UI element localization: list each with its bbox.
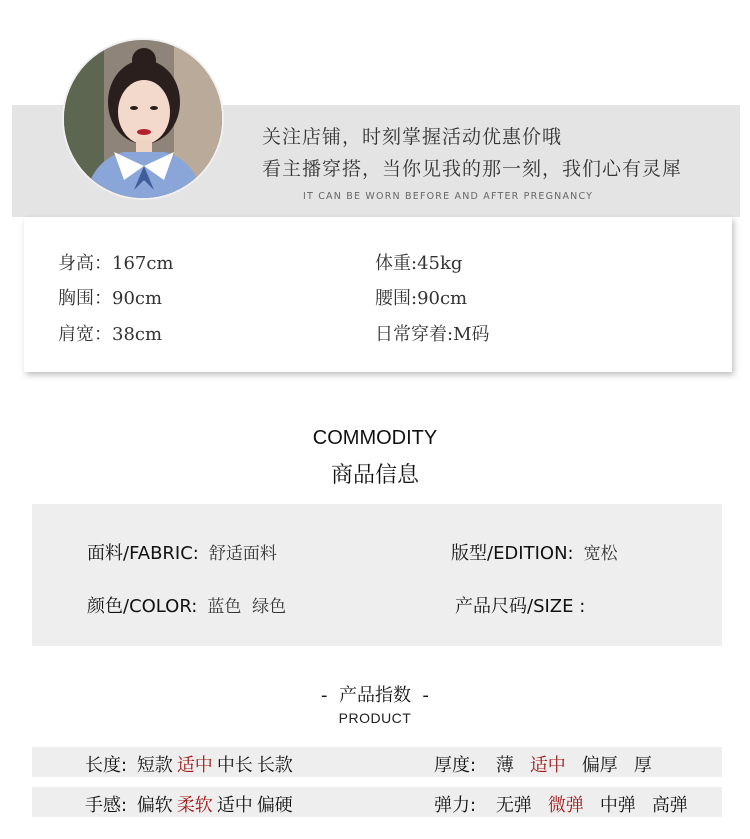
feel-label: 手感: [85,795,128,816]
index-option-selected: 微弹 [547,795,584,816]
model-daily-size: 日常穿着:M码 [375,324,490,345]
anchor-outfit-tagline: 看主播穿搭，当你见我的那一刻，我们心有灵犀 [262,158,683,180]
commodity-heading-en: COMMODITY [312,427,438,449]
product-info-panel [32,504,722,646]
index-option: 无弹 [495,795,532,816]
elasticity-options [482,795,688,816]
shop-follow-tagline: 关注店铺，时刻掌握活动优惠价哦 [262,126,563,148]
edition-value: 宽松 [583,544,618,564]
edition-info [451,539,618,565]
index-option: 长款 [256,755,293,776]
index-option-selected: 适中 [176,755,213,776]
index-option: 短款 [136,755,173,776]
length-index [85,751,293,777]
index-option-selected: 柔软 [176,795,213,816]
fabric-label: 面料/FABRIC: [87,543,199,564]
model-height: 身高：167cm [58,253,174,274]
elasticity-index [434,791,688,817]
feel-index [85,791,293,817]
index-row-feel-elasticity [32,787,722,817]
index-option: 偏厚 [581,755,618,776]
elasticity-label: 弹力: [434,795,477,816]
thickness-index [434,751,652,777]
index-option: 厚 [633,755,652,776]
index-option: 中长 [216,755,253,776]
index-option: 偏硬 [256,795,293,816]
length-options [133,755,293,776]
product-index-subtitle: PRODUCT [338,710,412,726]
index-option: 薄 [495,755,514,776]
color-label: 颜色/COLOR: [87,596,198,617]
thickness-options [482,755,652,776]
commodity-heading-cn: 商品信息 [330,463,419,488]
edition-label: 版型/EDITION: [451,543,574,564]
product-index-title: - 产品指数 - [321,685,429,706]
model-shoulder: 肩宽：38cm [58,324,163,345]
color-info [87,592,286,618]
index-option: 高弹 [651,795,688,816]
tagline-english: IT CAN BE WORN BEFORE AND AFTER PREGNANCY [303,191,594,202]
index-option: 偏软 [136,795,173,816]
thickness-label: 厚度: [434,755,477,776]
model-weight: 体重:45kg [375,253,463,274]
feel-options [133,795,293,816]
fabric-info [87,539,277,565]
color-value: 蓝色 绿色 [207,597,287,617]
index-row-length-thickness [32,747,722,777]
fabric-value: 舒适面料 [208,544,277,564]
index-option-selected: 适中 [529,755,566,776]
model-bust: 胸围：90cm [58,288,163,309]
model-waist: 腰围:90cm [375,288,468,309]
length-label: 长度: [85,755,128,776]
size-label: 产品尺码/SIZE : [455,596,586,617]
index-option: 适中 [216,795,253,816]
size-info [455,592,595,618]
model-avatar [62,38,224,200]
model-measurements-card [24,217,732,372]
index-option: 中弹 [599,795,636,816]
